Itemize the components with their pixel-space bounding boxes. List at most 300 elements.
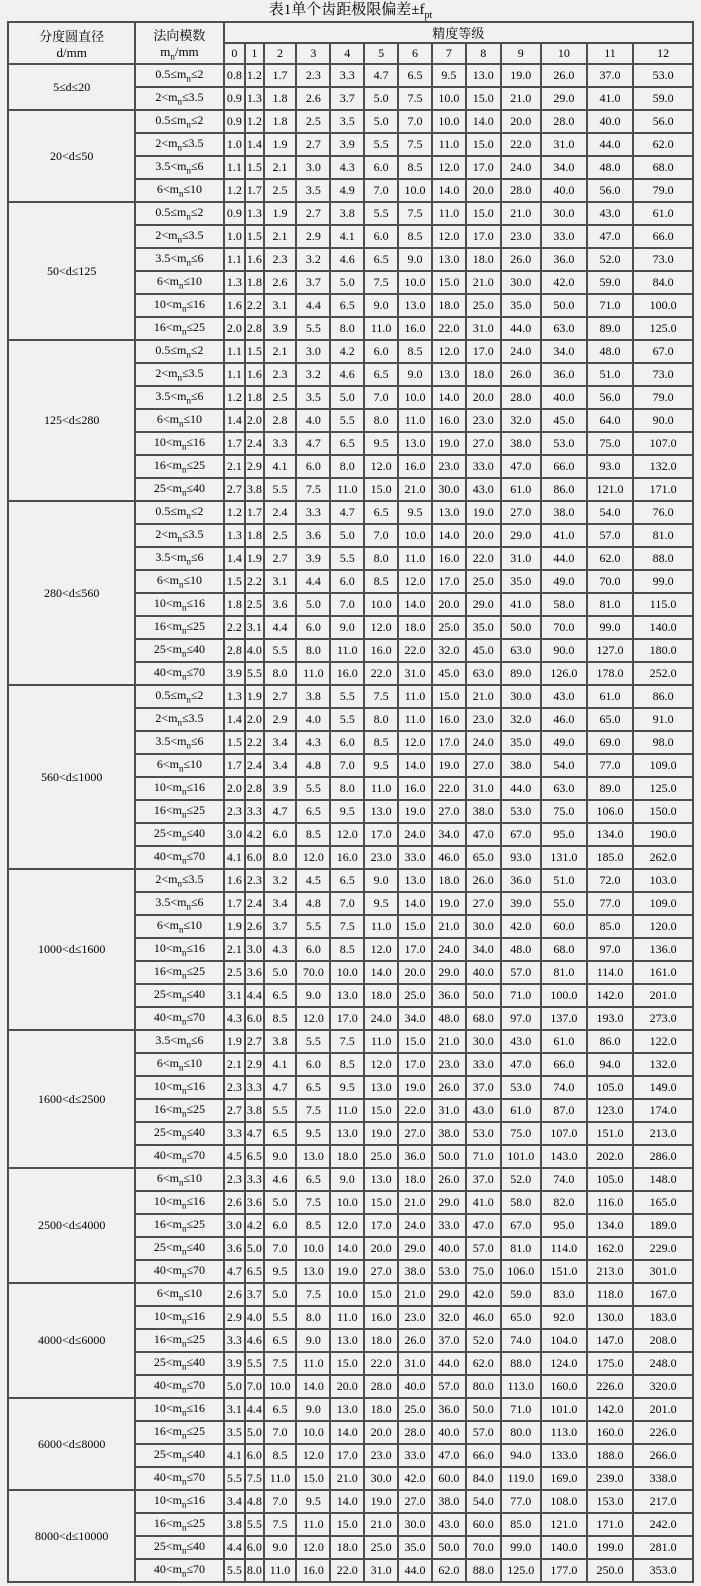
deviation-value-cell: 11.0: [364, 777, 398, 800]
deviation-value-cell: 22.0: [364, 1352, 398, 1375]
deviation-value-cell: 32.0: [432, 1306, 466, 1329]
deviation-value-cell: 44.0: [398, 1559, 432, 1582]
deviation-value-cell: 6.0: [296, 455, 330, 478]
deviation-value-cell: 53.0: [633, 64, 693, 87]
deviation-value-cell: 143.0: [541, 1145, 587, 1168]
deviation-value-cell: 1.6: [224, 294, 246, 317]
deviation-value-cell: 24.0: [432, 938, 466, 961]
deviation-value-cell: 75.0: [466, 1260, 501, 1283]
d-range-cell: 1600<d≤2500: [8, 1030, 135, 1168]
table-row: [8, 869, 693, 892]
deviation-value-cell: 5.5: [245, 662, 263, 685]
deviation-value-cell: 57.0: [587, 524, 633, 547]
deviation-value-cell: 61.0: [633, 202, 693, 225]
deviation-value-cell: 43.0: [432, 1513, 466, 1536]
deviation-value-cell: 50.0: [541, 294, 587, 317]
deviation-value-cell: 7.5: [296, 1099, 330, 1122]
deviation-value-cell: 66.0: [633, 225, 693, 248]
deviation-value-cell: 41.0: [587, 87, 633, 110]
deviation-value-cell: 2.1: [224, 455, 246, 478]
deviation-value-cell: 13.0: [398, 294, 432, 317]
deviation-value-cell: 77.0: [501, 1490, 541, 1513]
deviation-value-cell: 7.5: [296, 1283, 330, 1306]
deviation-value-cell: 24.0: [501, 340, 541, 363]
deviation-value-cell: 1.1: [224, 156, 246, 179]
deviation-value-cell: 8.5: [330, 1053, 364, 1076]
deviation-value-cell: 3.0: [245, 938, 263, 961]
deviation-value-cell: 20.0: [466, 386, 501, 409]
deviation-value-cell: 15.0: [296, 1467, 330, 1490]
deviation-value-cell: 62.0: [587, 547, 633, 570]
deviation-value-cell: 2.5: [264, 179, 297, 202]
deviation-value-cell: 43.0: [501, 1030, 541, 1053]
deviation-value-cell: 121.0: [541, 1513, 587, 1536]
deviation-value-cell: 1.2: [224, 179, 246, 202]
deviation-value-cell: 36.0: [432, 1398, 466, 1421]
deviation-value-cell: 25.0: [466, 294, 501, 317]
deviation-value-cell: 15.0: [364, 1099, 398, 1122]
deviation-value-cell: 30.0: [501, 271, 541, 294]
deviation-value-cell: 12.0: [432, 340, 466, 363]
deviation-value-cell: 142.0: [587, 984, 633, 1007]
deviation-value-cell: 7.0: [245, 1375, 263, 1398]
deviation-value-cell: 14.0: [466, 110, 501, 133]
deviation-value-cell: 7.5: [398, 87, 432, 110]
deviation-value-cell: 36.0: [541, 363, 587, 386]
deviation-value-cell: 16.0: [364, 639, 398, 662]
deviation-value-cell: 226.0: [587, 1375, 633, 1398]
deviation-value-cell: 33.0: [466, 455, 501, 478]
deviation-value-cell: 21.0: [398, 1191, 432, 1214]
mn-range-cell: $2<m_n\le 3.5$: [135, 708, 223, 731]
deviation-value-cell: 37.0: [466, 1168, 501, 1191]
deviation-value-cell: 97.0: [501, 1007, 541, 1030]
mn-range-cell: $3.5<m_n\le 6$: [135, 731, 223, 754]
deviation-value-cell: 24.0: [466, 731, 501, 754]
deviation-value-cell: 5.0: [330, 386, 364, 409]
deviation-value-cell: 24.0: [501, 156, 541, 179]
d-range-cell: 1000<d≤1600: [8, 869, 135, 1030]
deviation-value-cell: 125.0: [501, 1559, 541, 1582]
deviation-value-cell: 9.0: [264, 1536, 297, 1559]
deviation-value-cell: 18.0: [398, 616, 432, 639]
deviation-value-cell: 201.0: [633, 1398, 693, 1421]
deviation-value-cell: 47.0: [587, 225, 633, 248]
deviation-value-cell: 2.6: [264, 271, 297, 294]
deviation-value-cell: 44.0: [541, 547, 587, 570]
mn-range-cell: $16<m_n\le 25$: [135, 616, 223, 639]
deviation-value-cell: 169.0: [541, 1467, 587, 1490]
deviation-value-cell: 35.0: [398, 1536, 432, 1559]
deviation-value-cell: 5.5: [264, 478, 297, 501]
deviation-value-cell: 59.0: [587, 271, 633, 294]
deviation-value-cell: 3.6: [264, 593, 297, 616]
deviation-value-cell: 99.0: [633, 570, 693, 593]
deviation-value-cell: 6.0: [296, 1053, 330, 1076]
deviation-value-cell: 2.5: [245, 593, 263, 616]
deviation-value-cell: 27.0: [466, 754, 501, 777]
deviation-value-cell: 21.0: [398, 478, 432, 501]
mn-range-cell: $6<m_n\le 10$: [135, 570, 223, 593]
deviation-value-cell: 38.0: [541, 501, 587, 524]
deviation-value-cell: 28.0: [501, 386, 541, 409]
deviation-value-cell: 37.0: [432, 1329, 466, 1352]
mn-range-cell: $25<m_n\le 40$: [135, 478, 223, 501]
deviation-value-cell: 2.9: [245, 1053, 263, 1076]
deviation-value-cell: 43.0: [587, 202, 633, 225]
mn-range-cell: $10<m_n\le 16$: [135, 432, 223, 455]
deviation-value-cell: 4.3: [296, 731, 330, 754]
deviation-value-cell: 17.0: [398, 938, 432, 961]
deviation-value-cell: 12.0: [398, 570, 432, 593]
deviation-value-cell: 16.0: [398, 455, 432, 478]
deviation-value-cell: 26.0: [501, 248, 541, 271]
deviation-value-cell: 193.0: [587, 1007, 633, 1030]
deviation-value-cell: 40.0: [466, 961, 501, 984]
deviation-value-cell: 1.4: [224, 409, 246, 432]
deviation-value-cell: 3.3: [224, 1122, 246, 1145]
deviation-value-cell: 66.0: [541, 1053, 587, 1076]
deviation-value-cell: 11.0: [330, 478, 364, 501]
deviation-value-cell: 3.2: [264, 869, 297, 892]
deviation-value-cell: 13.0: [398, 869, 432, 892]
deviation-value-cell: 4.6: [245, 1329, 263, 1352]
deviation-value-cell: 5.0: [264, 1283, 297, 1306]
deviation-value-cell: 6.0: [296, 938, 330, 961]
deviation-value-cell: 3.2: [296, 248, 330, 271]
deviation-value-cell: 113.0: [501, 1375, 541, 1398]
deviation-value-cell: 71.0: [501, 984, 541, 1007]
deviation-value-cell: 7.5: [264, 1352, 297, 1375]
deviation-value-cell: 1.8: [224, 593, 246, 616]
deviation-value-cell: 4.4: [245, 984, 263, 1007]
deviation-value-cell: 2.2: [245, 731, 263, 754]
deviation-value-cell: 48.0: [587, 156, 633, 179]
deviation-value-cell: 5.0: [364, 110, 398, 133]
table-body: [8, 64, 693, 1582]
deviation-value-cell: 3.3: [245, 800, 263, 823]
deviation-value-cell: 3.3: [224, 1329, 246, 1352]
deviation-value-cell: 13.0: [330, 984, 364, 1007]
deviation-value-cell: 9.0: [296, 984, 330, 1007]
deviation-value-cell: 85.0: [501, 1513, 541, 1536]
deviation-value-cell: 10.0: [296, 1421, 330, 1444]
deviation-value-cell: 8.0: [330, 777, 364, 800]
deviation-value-cell: 2.5: [264, 386, 297, 409]
deviation-value-cell: 15.0: [364, 1283, 398, 1306]
deviation-value-cell: 53.0: [466, 1122, 501, 1145]
deviation-value-cell: 7.0: [364, 386, 398, 409]
deviation-value-cell: 105.0: [587, 1168, 633, 1191]
deviation-value-cell: 23.0: [364, 846, 398, 869]
deviation-value-cell: 27.0: [398, 1122, 432, 1145]
deviation-value-cell: 99.0: [587, 616, 633, 639]
deviation-value-cell: 2.3: [264, 363, 297, 386]
deviation-value-cell: 34.0: [541, 156, 587, 179]
grade-column-header: 12: [633, 43, 693, 64]
deviation-value-cell: 4.8: [245, 1490, 263, 1513]
deviation-value-cell: 162.0: [587, 1237, 633, 1260]
deviation-value-cell: 18.0: [364, 1398, 398, 1421]
deviation-value-cell: 19.0: [398, 800, 432, 823]
deviation-value-cell: 35.0: [501, 294, 541, 317]
deviation-value-cell: 6.5: [296, 1168, 330, 1191]
deviation-value-cell: 53.0: [541, 432, 587, 455]
deviation-value-cell: 12.0: [330, 1214, 364, 1237]
deviation-value-cell: 5.5: [264, 639, 297, 662]
deviation-value-cell: 5.0: [330, 271, 364, 294]
deviation-value-cell: 66.0: [466, 1444, 501, 1467]
deviation-value-cell: 33.0: [398, 846, 432, 869]
deviation-value-cell: 0.9: [224, 110, 246, 133]
deviation-value-cell: 4.6: [264, 1168, 297, 1191]
mn-range-cell: $40<m_n\le 70$: [135, 1145, 223, 1168]
deviation-value-cell: 81.0: [633, 524, 693, 547]
mn-range-cell: $16<m_n\le 25$: [135, 1099, 223, 1122]
deviation-value-cell: 79.0: [633, 179, 693, 202]
deviation-value-cell: 1.1: [224, 363, 246, 386]
deviation-value-cell: 3.4: [224, 1490, 246, 1513]
deviation-value-cell: 89.0: [587, 317, 633, 340]
deviation-value-cell: 88.0: [633, 547, 693, 570]
deviation-value-cell: 2.7: [296, 133, 330, 156]
deviation-value-cell: 189.0: [633, 1214, 693, 1237]
deviation-value-cell: 14.0: [398, 593, 432, 616]
deviation-value-cell: 2.9: [224, 1306, 246, 1329]
deviation-value-cell: 3.3: [264, 432, 297, 455]
deviation-value-cell: 3.8: [330, 202, 364, 225]
deviation-value-cell: 46.0: [432, 846, 466, 869]
deviation-value-cell: 23.0: [398, 1306, 432, 1329]
deviation-value-cell: 2.5: [296, 110, 330, 133]
deviation-value-cell: 1.3: [224, 524, 246, 547]
deviation-value-cell: 217.0: [633, 1490, 693, 1513]
deviation-value-cell: 11.0: [330, 639, 364, 662]
deviation-value-cell: 9.0: [398, 248, 432, 271]
deviation-value-cell: 1.8: [264, 87, 297, 110]
deviation-value-cell: 9.0: [364, 869, 398, 892]
mn-range-cell: $40<m_n\le 70$: [135, 1260, 223, 1283]
deviation-value-cell: 4.5: [224, 1145, 246, 1168]
deviation-value-cell: 4.7: [245, 1122, 263, 1145]
deviation-value-cell: 2.7: [224, 1099, 246, 1122]
deviation-value-cell: 19.0: [466, 501, 501, 524]
deviation-value-cell: 54.0: [541, 754, 587, 777]
deviation-value-cell: 48.0: [501, 938, 541, 961]
deviation-value-cell: 3.0: [296, 340, 330, 363]
deviation-value-cell: 62.0: [466, 1352, 501, 1375]
deviation-value-cell: 11.0: [264, 1559, 297, 1582]
deviation-value-cell: 60.0: [541, 915, 587, 938]
deviation-value-cell: 273.0: [633, 1007, 693, 1030]
deviation-value-cell: 93.0: [587, 455, 633, 478]
deviation-value-cell: 25.0: [364, 1145, 398, 1168]
mn-range-cell: $10<m_n\le 16$: [135, 1398, 223, 1421]
deviation-value-cell: 12.0: [296, 1536, 330, 1559]
mn-range-cell: $16<m_n\le 25$: [135, 800, 223, 823]
deviation-value-cell: 4.1: [224, 1444, 246, 1467]
deviation-value-cell: 8.0: [330, 317, 364, 340]
mn-range-cell: $3.5<m_n\le 6$: [135, 892, 223, 915]
deviation-value-cell: 31.0: [398, 1352, 432, 1375]
deviation-value-cell: 123.0: [587, 1099, 633, 1122]
deviation-value-cell: 125.0: [633, 777, 693, 800]
d-range-cell: 5≤d≤20: [8, 64, 135, 110]
deviation-value-cell: 183.0: [633, 1306, 693, 1329]
deviation-value-cell: 142.0: [587, 1398, 633, 1421]
deviation-value-cell: 3.8: [224, 1513, 246, 1536]
deviation-value-cell: 11.0: [398, 409, 432, 432]
deviation-value-cell: 1.0: [224, 225, 246, 248]
deviation-value-cell: 1.6: [224, 869, 246, 892]
deviation-value-cell: 1.5: [224, 731, 246, 754]
deviation-value-cell: 51.0: [541, 869, 587, 892]
mn-column-label: 法向模数: [153, 27, 206, 43]
deviation-value-cell: 77.0: [587, 754, 633, 777]
deviation-value-cell: 94.0: [501, 1444, 541, 1467]
deviation-value-cell: 17.0: [432, 570, 466, 593]
deviation-value-cell: 0.9: [224, 87, 246, 110]
deviation-value-cell: 18.0: [364, 1329, 398, 1352]
deviation-value-cell: 3.4: [264, 731, 297, 754]
grade-column-header: 1: [245, 43, 263, 64]
deviation-value-cell: 2.6: [224, 1191, 246, 1214]
deviation-value-cell: 45.0: [432, 662, 466, 685]
deviation-value-cell: 208.0: [633, 1329, 693, 1352]
deviation-value-cell: 1.9: [245, 547, 263, 570]
deviation-value-cell: 1.9: [264, 133, 297, 156]
deviation-value-cell: 13.0: [364, 1076, 398, 1099]
deviation-value-cell: 17.0: [432, 731, 466, 754]
deviation-value-cell: 22.0: [398, 639, 432, 662]
deviation-value-cell: 13.0: [432, 501, 466, 524]
deviation-value-cell: 127.0: [587, 639, 633, 662]
mn-range-cell: $2<m_n\le 3.5$: [135, 87, 223, 110]
deviation-value-cell: 2.1: [264, 156, 297, 179]
deviation-value-cell: 22.0: [330, 1559, 364, 1582]
deviation-value-cell: 10.0: [364, 593, 398, 616]
deviation-value-cell: 5.5: [224, 1467, 246, 1490]
deviation-value-cell: 12.0: [296, 846, 330, 869]
deviation-value-cell: 21.0: [432, 915, 466, 938]
deviation-value-cell: 95.0: [541, 1214, 587, 1237]
deviation-value-cell: 3.2: [296, 363, 330, 386]
deviation-value-cell: 52.0: [587, 248, 633, 271]
deviation-value-cell: 4.4: [224, 1536, 246, 1559]
deviation-value-cell: 103.0: [633, 869, 693, 892]
deviation-value-cell: 83.0: [541, 1283, 587, 1306]
deviation-value-cell: 20.0: [466, 179, 501, 202]
deviation-value-cell: 113.0: [541, 1421, 587, 1444]
deviation-value-cell: 11.0: [330, 1099, 364, 1122]
deviation-value-cell: 124.0: [541, 1352, 587, 1375]
deviation-value-cell: 9.5: [296, 1490, 330, 1513]
deviation-value-cell: 19.0: [432, 892, 466, 915]
deviation-value-cell: 9.0: [330, 1168, 364, 1191]
deviation-value-cell: 94.0: [587, 1053, 633, 1076]
deviation-value-cell: 12.0: [364, 1053, 398, 1076]
deviation-value-cell: 36.0: [432, 984, 466, 1007]
deviation-value-cell: 3.6: [245, 961, 263, 984]
deviation-value-cell: 226.0: [633, 1421, 693, 1444]
deviation-value-cell: 19.0: [432, 432, 466, 455]
deviation-value-cell: 11.0: [264, 1467, 297, 1490]
deviation-value-cell: 48.0: [587, 340, 633, 363]
deviation-value-cell: 38.0: [501, 754, 541, 777]
deviation-value-cell: 104.0: [541, 1329, 587, 1352]
mn-range-cell: $16<m_n\le 25$: [135, 455, 223, 478]
deviation-value-cell: 14.0: [330, 1237, 364, 1260]
deviation-value-cell: 16.0: [364, 1306, 398, 1329]
deviation-value-cell: 88.0: [501, 1352, 541, 1375]
grade-column-header: 5: [364, 43, 398, 64]
deviation-value-cell: 4.3: [224, 1007, 246, 1030]
deviation-value-cell: 20.0: [330, 1375, 364, 1398]
mn-range-cell: $16<m_n\le 25$: [135, 317, 223, 340]
mn-column-unit: $m_n/mm$: [160, 43, 199, 62]
deviation-value-cell: 1.1: [224, 248, 246, 271]
deviation-value-cell: 74.0: [541, 1076, 587, 1099]
deviation-value-cell: 27.0: [466, 892, 501, 915]
deviation-value-cell: 92.0: [541, 1306, 587, 1329]
deviation-value-cell: 11.0: [330, 1306, 364, 1329]
deviation-value-cell: 118.0: [587, 1283, 633, 1306]
deviation-value-cell: 34.0: [466, 938, 501, 961]
deviation-value-cell: 7.5: [398, 202, 432, 225]
deviation-value-cell: 23.0: [466, 708, 501, 731]
deviation-value-cell: 5.0: [245, 1237, 263, 1260]
deviation-value-cell: 71.0: [466, 1145, 501, 1168]
deviation-value-cell: 1.9: [224, 915, 246, 938]
deviation-value-cell: 3.9: [264, 317, 297, 340]
mn-range-cell: $25<m_n\le 40$: [135, 823, 223, 846]
deviation-value-cell: 87.0: [541, 1099, 587, 1122]
deviation-value-cell: 100.0: [633, 294, 693, 317]
deviation-value-cell: 22.0: [432, 777, 466, 800]
deviation-value-cell: 21.0: [466, 685, 501, 708]
deviation-value-cell: 153.0: [587, 1490, 633, 1513]
deviation-value-cell: 73.0: [633, 248, 693, 271]
deviation-value-cell: 2.8: [245, 777, 263, 800]
deviation-value-cell: 2.6: [245, 915, 263, 938]
deviation-value-cell: 24.0: [398, 823, 432, 846]
deviation-value-cell: 1.2: [224, 501, 246, 524]
deviation-value-cell: 18.0: [364, 984, 398, 1007]
deviation-value-cell: 62.0: [633, 133, 693, 156]
deviation-value-cell: 1.2: [245, 64, 263, 87]
deviation-value-cell: 22.0: [364, 662, 398, 685]
deviation-value-cell: 3.8: [245, 1099, 263, 1122]
deviation-value-cell: 38.0: [432, 1122, 466, 1145]
deviation-value-cell: 6.5: [245, 1145, 263, 1168]
deviation-value-cell: 23.0: [364, 1444, 398, 1467]
deviation-value-cell: 3.9: [264, 777, 297, 800]
deviation-value-cell: 178.0: [587, 662, 633, 685]
deviation-value-cell: 114.0: [587, 961, 633, 984]
deviation-value-cell: 6.5: [245, 1260, 263, 1283]
deviation-value-cell: 0.9: [224, 202, 246, 225]
deviation-value-cell: 60.0: [432, 1467, 466, 1490]
deviation-value-cell: 6.0: [364, 225, 398, 248]
deviation-value-cell: 2.1: [224, 1053, 246, 1076]
mn-range-cell: $10<m_n\le 16$: [135, 1076, 223, 1099]
deviation-value-cell: 32.0: [432, 639, 466, 662]
deviation-value-cell: 3.6: [245, 1191, 263, 1214]
deviation-value-cell: 63.0: [541, 317, 587, 340]
deviation-value-cell: 9.5: [330, 800, 364, 823]
deviation-value-cell: 56.0: [633, 110, 693, 133]
deviation-value-cell: 10.0: [432, 110, 466, 133]
